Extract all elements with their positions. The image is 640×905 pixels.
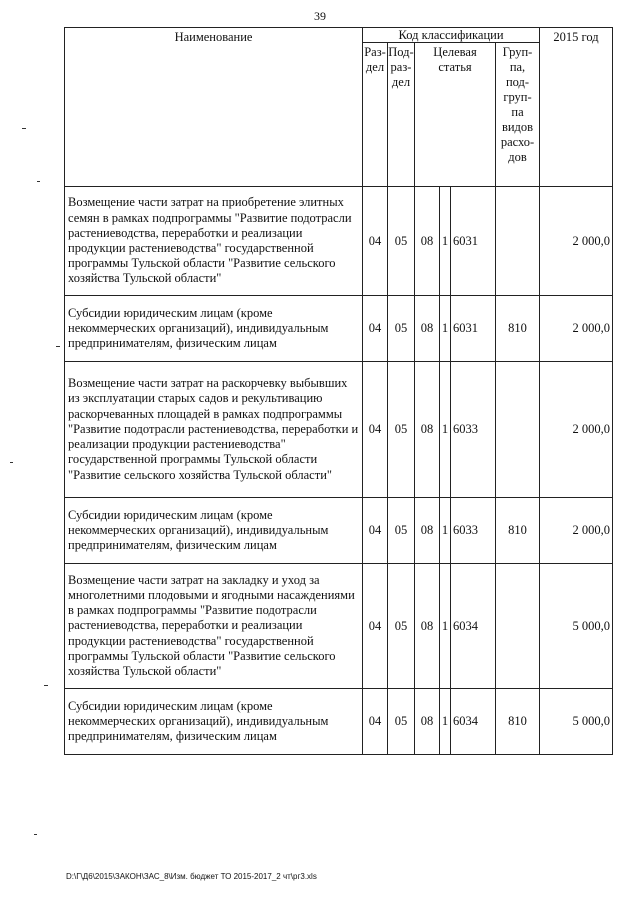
- row-program: 08: [415, 362, 440, 498]
- row-podrazdel: 05: [388, 498, 415, 564]
- row-direction: 6033: [451, 362, 496, 498]
- scan-mark: [10, 462, 13, 463]
- table-row: [65, 689, 613, 755]
- row-amount: 2 000,0: [540, 362, 613, 498]
- table-row: [65, 187, 613, 296]
- header-name: Наименование: [65, 28, 363, 187]
- row-razdel: 04: [363, 187, 388, 296]
- row-direction: 6033: [451, 498, 496, 564]
- row-razdel: 04: [363, 564, 388, 689]
- row-subprogram: 1: [440, 362, 451, 498]
- row-subprogram: 1: [440, 689, 451, 755]
- row-subprogram: 1: [440, 498, 451, 564]
- row-razdel: 04: [363, 362, 388, 498]
- row-amount: 2 000,0: [540, 187, 613, 296]
- scan-mark: [34, 834, 37, 835]
- scan-mark: [22, 128, 26, 129]
- row-podrazdel: 05: [388, 296, 415, 362]
- header-code-group: Код классификации: [363, 28, 540, 43]
- row-program: 08: [415, 564, 440, 689]
- row-expense-type: [496, 564, 540, 689]
- row-subprogram: 1: [440, 187, 451, 296]
- scan-mark: [56, 346, 60, 347]
- header-podrazdel: [388, 43, 415, 187]
- row-podrazdel: 05: [388, 362, 415, 498]
- row-name: Возмещение части затрат на закладку и уход за многолетними плодовыми и ягодными насаждениями в рамках подпрограммы "Развитие подотрасли растениеводства, переработки и реализации продукции растениеводства" государственной программы Тульской области "Развитие сельского хозяйства Тульской области": [65, 564, 363, 689]
- row-razdel: 04: [363, 689, 388, 755]
- header-gruppa-text: Груп- па, под- груп- па видов расхо- дов: [500, 45, 535, 164]
- row-expense-type: [496, 187, 540, 296]
- row-razdel: 04: [363, 296, 388, 362]
- row-podrazdel: 05: [388, 689, 415, 755]
- row-name: Субсидии юридическим лицам (кроме некоммерческих организаций), индивидуальным предпринимателям, физическим лицам: [65, 689, 363, 755]
- row-amount: 5 000,0: [540, 689, 613, 755]
- row-subprogram: 1: [440, 296, 451, 362]
- header-razdel-text: Раз- дел: [364, 45, 386, 74]
- header-podrazdel-text: Под- раз- дел: [388, 45, 414, 89]
- row-name: Возмещение части затрат на раскорчевку выбывших из эксплуатации старых садов и рекультивацию раскорчеванных площадей в рамках подпрограммы "Развитие подотрасли растениеводства, переработки и реализации продукции растениеводства" государственной программы Тульской области "Развитие сельского хозяйства Тульской области": [65, 362, 363, 498]
- row-expense-type: 810: [496, 296, 540, 362]
- row-expense-type: [496, 362, 540, 498]
- page-number: 39: [314, 9, 326, 23]
- row-expense-type: 810: [496, 689, 540, 755]
- scan-mark: [44, 685, 48, 686]
- table-row: [65, 498, 613, 564]
- row-program: 08: [415, 187, 440, 296]
- row-expense-type: 810: [496, 498, 540, 564]
- row-name: Возмещение части затрат на приобретение элитных семян в рамках подпрограммы "Развитие подотрасли растениеводства, переработки и реализации продукции растениеводства" государственной программы Тульской области "Развитие сельского хозяйства Тульской области": [65, 187, 363, 296]
- row-direction: 6034: [451, 564, 496, 689]
- table-row: [65, 296, 613, 362]
- row-name: Субсидии юридическим лицам (кроме некоммерческих организаций), индивидуальным предпринимателям, физическим лицам: [65, 498, 363, 564]
- header-razdel: [363, 43, 388, 187]
- row-program: 08: [415, 296, 440, 362]
- header-gruppa: [496, 43, 540, 187]
- header-tselevaya: [415, 43, 496, 187]
- budget-table: [64, 27, 613, 755]
- table-row: [65, 564, 613, 689]
- header-year: 2015 год: [540, 28, 613, 187]
- row-amount: 2 000,0: [540, 296, 613, 362]
- row-podrazdel: 05: [388, 187, 415, 296]
- row-subprogram: 1: [440, 564, 451, 689]
- row-razdel: 04: [363, 498, 388, 564]
- row-direction: 6031: [451, 296, 496, 362]
- row-direction: 6031: [451, 187, 496, 296]
- row-amount: 2 000,0: [540, 498, 613, 564]
- footer-file-path: D:\Г\Д6\2015\ЗАКОН\ЗАС_8\Изм. бюджет ТО 2015-2017_2 чт\рг3.xls: [66, 872, 317, 881]
- row-podrazdel: 05: [388, 564, 415, 689]
- row-program: 08: [415, 689, 440, 755]
- header-tselevaya-text: Целевая статья: [433, 45, 477, 74]
- scan-mark: [37, 181, 40, 182]
- row-program: 08: [415, 498, 440, 564]
- row-amount: 5 000,0: [540, 564, 613, 689]
- row-direction: 6034: [451, 689, 496, 755]
- row-name: Субсидии юридическим лицам (кроме некоммерческих организаций), индивидуальным предпринимателям, физическим лицам: [65, 296, 363, 362]
- table-row: [65, 362, 613, 498]
